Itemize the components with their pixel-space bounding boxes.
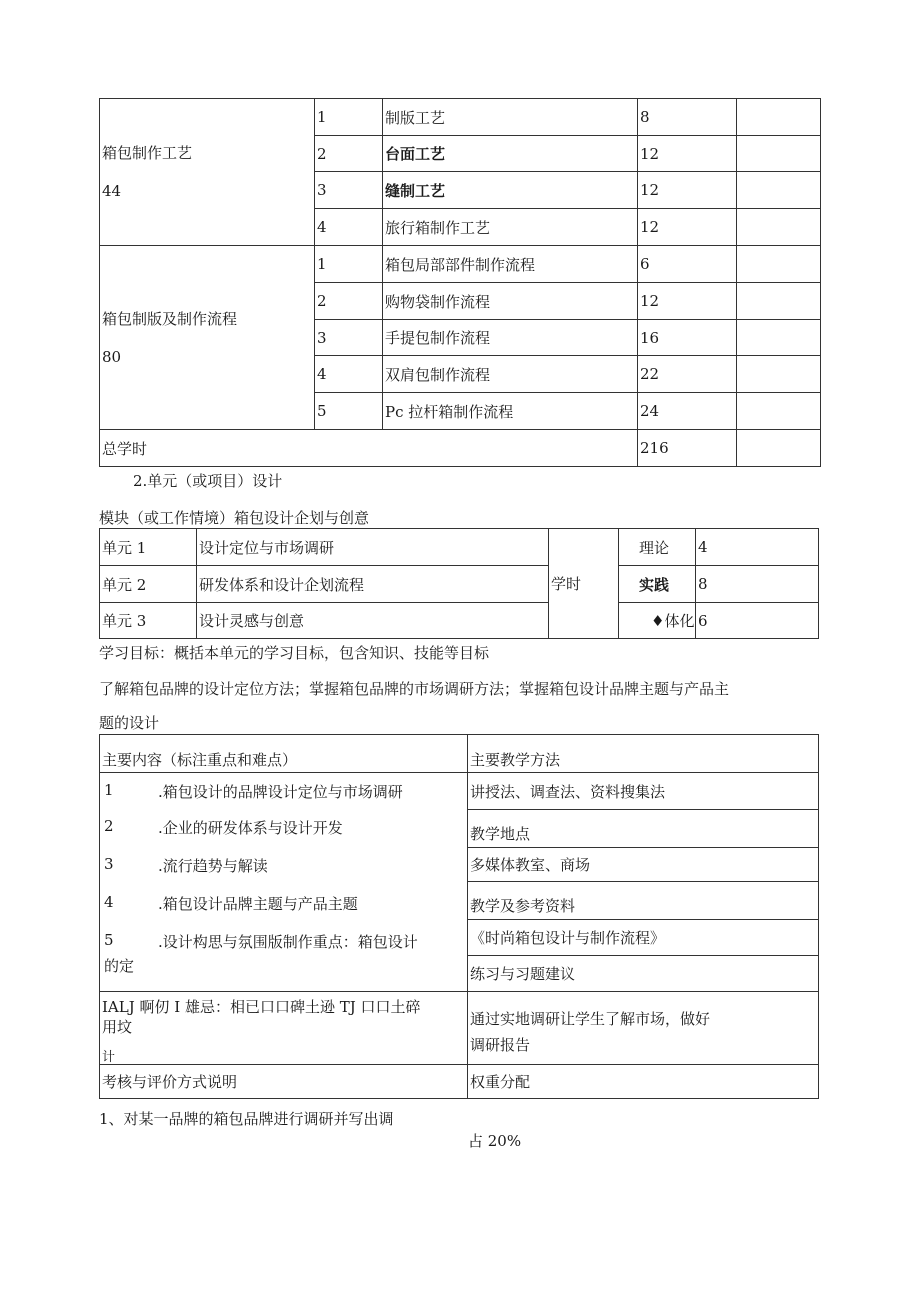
garbled-cell [100, 992, 468, 1065]
row-topic: 缝制工艺 [383, 172, 638, 209]
unit-name: 研发体系和设计企划流程 [197, 566, 549, 603]
content-item-no: 4 [104, 893, 114, 911]
assess-label: 考核与评价方式说明 [100, 1065, 468, 1099]
module-name-2: 箱包制版及制作流程 [102, 309, 238, 328]
content-header: 主要内容（标注重点和难点） [100, 735, 468, 773]
row-topic: Pc 拉杆箱制作流程 [383, 393, 638, 430]
hours-label: 学时 [549, 529, 619, 639]
module-name-1: 箱包制作工艺 [102, 144, 193, 162]
goal-line-1: 了解箱包品牌的设计定位方法；掌握箱包品牌的市场调研方法；掌握箱包设计品牌主题与产品主 [99, 680, 730, 698]
assess-item-1: 1、对某一品牌的箱包品牌进行调研并写出调 [99, 1110, 394, 1128]
module-hours-2: 80 [102, 347, 122, 366]
row-blank [737, 430, 821, 467]
content-item-text: .设计构思与氛围版制作重点：箱包设计 [158, 933, 418, 951]
unit-label: 单元 3 [100, 603, 197, 639]
assess-weight-1: 占 20% [468, 1132, 522, 1150]
row-blank [737, 320, 821, 356]
row-topic: 箱包局部部件制作流程 [383, 246, 638, 283]
type-value: 8 [696, 566, 819, 603]
content-item-no: 1 [104, 781, 114, 799]
row-hours: 22 [638, 356, 737, 393]
type-label: 理论 [619, 529, 696, 566]
row-hours: 6 [638, 246, 737, 283]
row-hours: 8 [638, 99, 737, 136]
row-hours: 12 [638, 136, 737, 172]
exercise-value-cell [468, 992, 819, 1065]
row-no: 1 [315, 99, 383, 136]
unit-name: 设计灵感与创意 [197, 603, 549, 639]
exercise-value-2: 调研报告 [470, 1036, 531, 1054]
module-cell-1 [100, 99, 315, 246]
course-hours-table [99, 98, 821, 467]
module-title: 模块（或工作情境）箱包设计企划与创意 [99, 509, 370, 527]
type-value: 4 [696, 529, 819, 566]
garbled-line-3: 计 [102, 1050, 116, 1065]
row-topic: 旅行箱制作工艺 [383, 209, 638, 246]
row-hours: 12 [638, 172, 737, 209]
row-blank [737, 283, 821, 320]
goal-label: 学习目标：概括本单元的学习目标，包含知识、技能等目标 [99, 644, 490, 662]
exercise-value-1: 通过实地调研让学生了解市场，做好 [470, 1010, 711, 1028]
row-blank [737, 136, 821, 172]
exercise-label: 练习与习题建议 [468, 956, 819, 992]
unit-design-heading: 2.单元（或项目）设计 [133, 472, 283, 490]
garbled-line-1: IALJ 啊仞 I 雄忌：相已口口碑土逊 TJ 口口土碎 [102, 998, 421, 1016]
row-topic: 制版工艺 [383, 99, 638, 136]
row-no: 1 [315, 246, 383, 283]
method-header: 主要教学方法 [468, 735, 819, 773]
unit-table [99, 528, 819, 639]
content-item-text: .箱包设计品牌主题与产品主题 [158, 895, 358, 913]
row-topic: 手提包制作流程 [383, 320, 638, 356]
total-label: 总学时 [100, 430, 638, 467]
row-blank [737, 209, 821, 246]
content-table [99, 734, 819, 1099]
total-value: 216 [638, 430, 737, 467]
content-item-continuation: 的定 [104, 957, 135, 975]
row-blank [737, 246, 821, 283]
row-no: 2 [315, 283, 383, 320]
row-no: 3 [315, 172, 383, 209]
row-hours: 24 [638, 393, 737, 430]
module-cell-2 [100, 246, 315, 430]
module-hours-1: 44 [102, 182, 122, 200]
content-item-no: 2 [104, 817, 114, 835]
row-blank [737, 356, 821, 393]
row-hours: 12 [638, 209, 737, 246]
unit-label: 单元 1 [100, 529, 197, 566]
weight-label: 权重分配 [468, 1065, 819, 1099]
row-blank [737, 393, 821, 430]
row-blank [737, 172, 821, 209]
row-blank [737, 99, 821, 136]
location-label: 教学地点 [468, 810, 819, 848]
location-value: 多媒体教室、商场 [468, 848, 819, 882]
row-no: 4 [315, 209, 383, 246]
content-item-text: .企业的研发体系与设计开发 [158, 819, 343, 837]
row-hours: 16 [638, 320, 737, 356]
reference-label: 教学及参考资料 [468, 882, 819, 920]
content-item-no: 3 [104, 855, 114, 873]
type-value: 6 [696, 603, 819, 639]
row-topic: 双肩包制作流程 [383, 356, 638, 393]
content-item-text: .箱包设计的品牌设计定位与市场调研 [158, 783, 403, 801]
row-hours: 12 [638, 283, 737, 320]
row-topic: 台面工艺 [383, 136, 638, 172]
row-topic: 购物袋制作流程 [383, 283, 638, 320]
row-no: 5 [315, 393, 383, 430]
reference-value: 《时尚箱包设计与制作流程》 [468, 920, 819, 956]
content-list-cell [100, 773, 468, 992]
method-value: 讲授法、调查法、资料搜集法 [468, 773, 819, 810]
content-item-no: 5 [104, 931, 114, 949]
row-no: 3 [315, 320, 383, 356]
goal-line-2: 题的设计 [99, 714, 160, 732]
garbled-line-2: 用坟 [102, 1018, 133, 1036]
type-label: ♦体化 [619, 603, 696, 639]
row-no: 2 [315, 136, 383, 172]
unit-label: 单元 2 [100, 566, 197, 603]
content-item-text: .流行趋势与解读 [158, 857, 268, 875]
row-no: 4 [315, 356, 383, 393]
unit-name: 设计定位与市场调研 [197, 529, 549, 566]
type-label: 实践 [619, 566, 696, 603]
